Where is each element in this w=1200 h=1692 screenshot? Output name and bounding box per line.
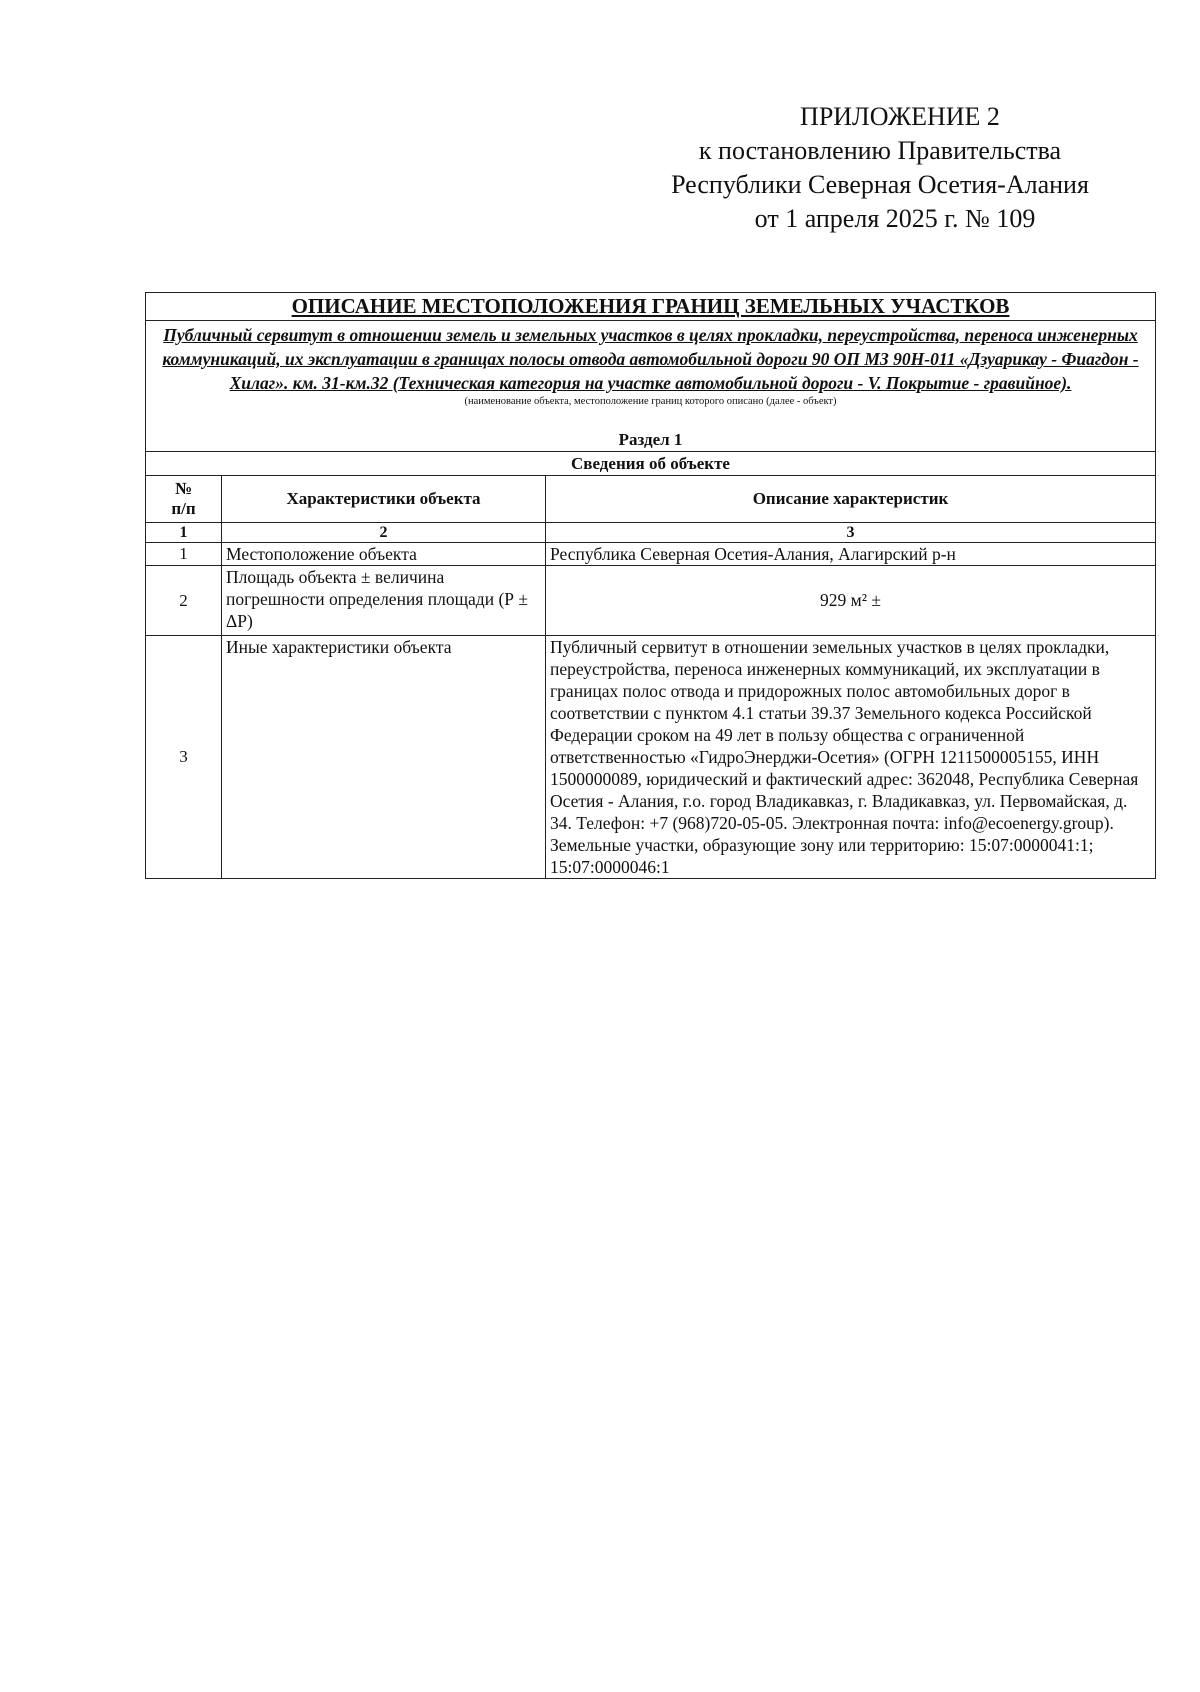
row-characteristic: Иные характеристики объекта: [222, 636, 546, 879]
table-row: [146, 566, 1156, 636]
object-description-text: Публичный сервитут в отношении земель и земельных участков в целях прокладки, переустройства, переноса инженерных коммуникаций, их эксплуатации в границах полосы отвода автомобильной дороги 90 ОП МЗ 90Н-011 «Дзуарикау - Фиагдон - Хилаг». км. 31-км.32 (Техническая категория на участке автомобильной дороги - V. Покрытие - гравийное).: [162, 325, 1139, 393]
boundary-description-table: [145, 292, 1156, 879]
column-header-characteristic: Характеристики объекта: [222, 476, 546, 523]
appendix-header: [600, 100, 1160, 236]
appendix-title: ПРИЛОЖЕНИЕ 2: [800, 102, 1000, 131]
row-characteristic: Местоположение объекта: [222, 543, 546, 566]
row-value: Республика Северная Осетия-Алания, Алагирский р-н: [546, 543, 1156, 566]
appendix-date: от 1 апреля 2025 г. № 109: [754, 204, 1036, 233]
row-value: 929 м² ±: [546, 566, 1156, 636]
column-index: 1: [146, 523, 222, 543]
table-row: [146, 543, 1156, 566]
appendix-resolution: к постановлению Правительства: [698, 136, 1062, 165]
row-number: 3: [146, 636, 222, 879]
row-number: 1: [146, 543, 222, 566]
column-index: 2: [222, 523, 546, 543]
object-caption: (наименование объекта, местоположение границ которого описано (далее - объект): [146, 395, 1156, 409]
document-title: ОПИСАНИЕ МЕСТОПОЛОЖЕНИЯ ГРАНИЦ ЗЕМЕЛЬНЫХ УЧАСТКОВ: [146, 293, 1156, 321]
column-header-number: № п/п: [146, 476, 222, 523]
row-characteristic: Площадь объекта ± величина погрешности определения площади (Р ± ΔР): [222, 566, 546, 636]
column-index: 3: [546, 523, 1156, 543]
section-subtitle: Сведения об объекте: [146, 452, 1156, 476]
column-header-description: Описание характеристик: [546, 476, 1156, 523]
appendix-government: Республики Северная Осетия-Алания: [671, 170, 1089, 199]
section-title: Раздел 1: [146, 409, 1156, 452]
row-value: Публичный сервитут в отношении земельных участков в целях прокладки, переустройства, переноса инженерных коммуникаций, их эксплуатации в границах полос отвода и придорожных полос автомобильных дорог в соответствии с пунктом 4.1 статьи 39.37 Земельного кодекса Российской Федерации сроком на 49 лет в пользу общества с ограниченной ответственностью «ГидроЭнерджи-Осетия» (ОГРН 1211500005155, ИНН 1500000089, юридический и фактический адрес: 362048, Республика Северная Осетия - Алания, г.о. город Владикавказ, г. Владикавказ, ул. Первомайская, д. 34. Телефон: +7 (968)720-05-05. Электронная почта: info@ecoenergy.group). Земельные участки, образующие зону или территорию: 15:07:0000041:1; 15:07:0000046:1: [546, 636, 1156, 879]
object-description: [146, 321, 1156, 396]
row-number: 2: [146, 566, 222, 636]
table-row: [146, 636, 1156, 879]
